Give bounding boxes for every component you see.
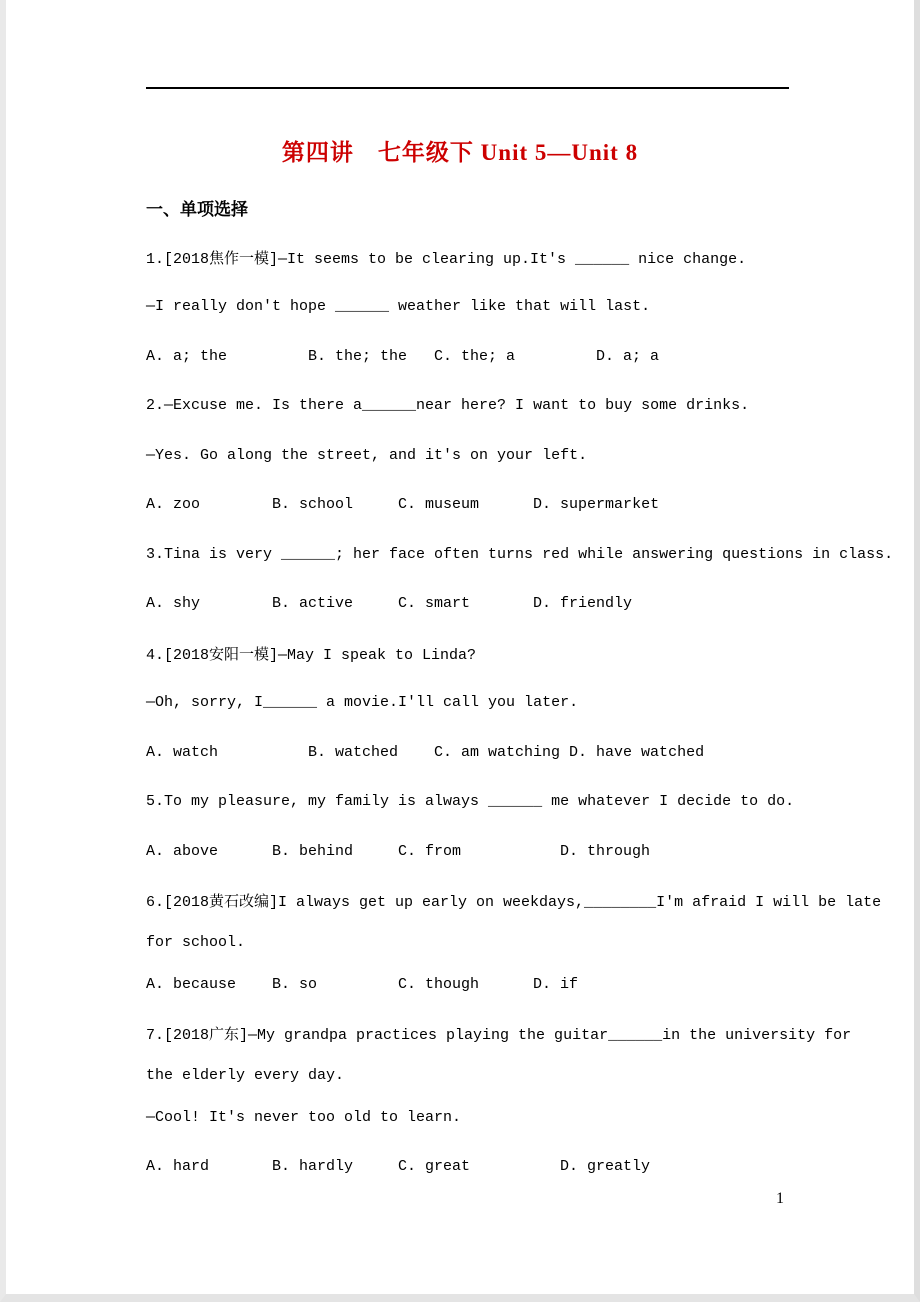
- option-b: B. hardly: [272, 1158, 354, 1176]
- option-d: D. greatly: [560, 1158, 651, 1176]
- question-line: 1.[2018焦作一模]—It seems to be clearing up.It's ______ nice change.: [146, 250, 747, 268]
- question-line: 6.[2018黄石改编]I always get up early on weekdays,________I'm afraid I will be late: [146, 894, 882, 912]
- option-c: C. the; a: [434, 347, 516, 365]
- option-d: D. supermarket: [533, 496, 660, 514]
- option-a: A. hard: [146, 1158, 210, 1176]
- document-content: [146, 183, 906, 1192]
- question-block-4: [146, 629, 906, 778]
- option-d: D. have watched: [569, 743, 705, 761]
- option-b: B. behind: [272, 842, 354, 860]
- option-a: A. because: [146, 975, 237, 993]
- question-line: —Oh, sorry, I______ a movie.I'll call you later.: [146, 694, 579, 712]
- option-a: A. shy: [146, 595, 201, 613]
- options-line: [146, 332, 906, 382]
- option-d: D. a; a: [596, 347, 660, 365]
- option-c: C. museum: [398, 496, 480, 514]
- options-line: [146, 1142, 906, 1192]
- option-d: D. through: [560, 842, 651, 860]
- option-a: A. watch: [146, 743, 219, 761]
- question-line: 2.—Excuse me. Is there a______near here? I want to buy some drinks.: [146, 397, 750, 415]
- option-d: D. friendly: [533, 595, 633, 613]
- question-line: 5.To my pleasure, my family is always ______ me whatever I decide to do.: [146, 793, 795, 811]
- question-line: 4.[2018安阳一模]—May I speak to Linda?: [146, 646, 477, 664]
- options-line: [146, 728, 906, 778]
- question-line: 7.[2018广东]—My grandpa practices playing the guitar______in the university for: [146, 1027, 852, 1045]
- option-c: C. smart: [398, 595, 471, 613]
- page-title: 第四讲 七年级下 Unit 5—Unit 8: [281, 140, 639, 165]
- option-a: A. zoo: [146, 496, 201, 514]
- options-line: [146, 480, 906, 530]
- question-block-7: [146, 1009, 906, 1192]
- options-line: [146, 579, 906, 629]
- section-header: 一、单项选择: [146, 200, 248, 220]
- question-line: 3.Tina is very ______; her face often turns red while answering questions in class.: [146, 545, 894, 563]
- question-line: —Cool! It's never too old to learn.: [146, 1108, 462, 1126]
- options-line: [146, 827, 906, 877]
- option-d: D. if: [533, 975, 579, 993]
- option-a: A. above: [146, 842, 219, 860]
- question-line: for school.: [146, 934, 246, 951]
- question-line: —I really don't hope ______ weather like that will last.: [146, 298, 651, 316]
- question-block-5: [146, 777, 906, 876]
- question-line: the elderly every day.: [146, 1067, 345, 1084]
- question-block-6: [146, 876, 906, 1009]
- page-number: 1: [776, 1190, 784, 1207]
- top-rule: [146, 87, 789, 89]
- option-b: B. watched: [308, 743, 399, 761]
- option-a: A. a; the: [146, 347, 228, 365]
- option-b: B. active: [272, 595, 354, 613]
- option-c: C. from: [398, 842, 462, 860]
- option-c: C. am watching: [434, 743, 561, 761]
- question-block-2: [146, 381, 906, 530]
- question-block-1: [146, 233, 906, 382]
- option-c: C. though: [398, 975, 480, 993]
- question-line: —Yes. Go along the street, and it's on your left.: [146, 446, 588, 464]
- option-b: B. school: [272, 496, 354, 514]
- option-b: B. so: [272, 975, 318, 993]
- options-line: [146, 960, 906, 1010]
- question-block-3: [146, 530, 906, 629]
- option-c: C. great: [398, 1158, 471, 1176]
- option-b: B. the; the: [308, 347, 408, 365]
